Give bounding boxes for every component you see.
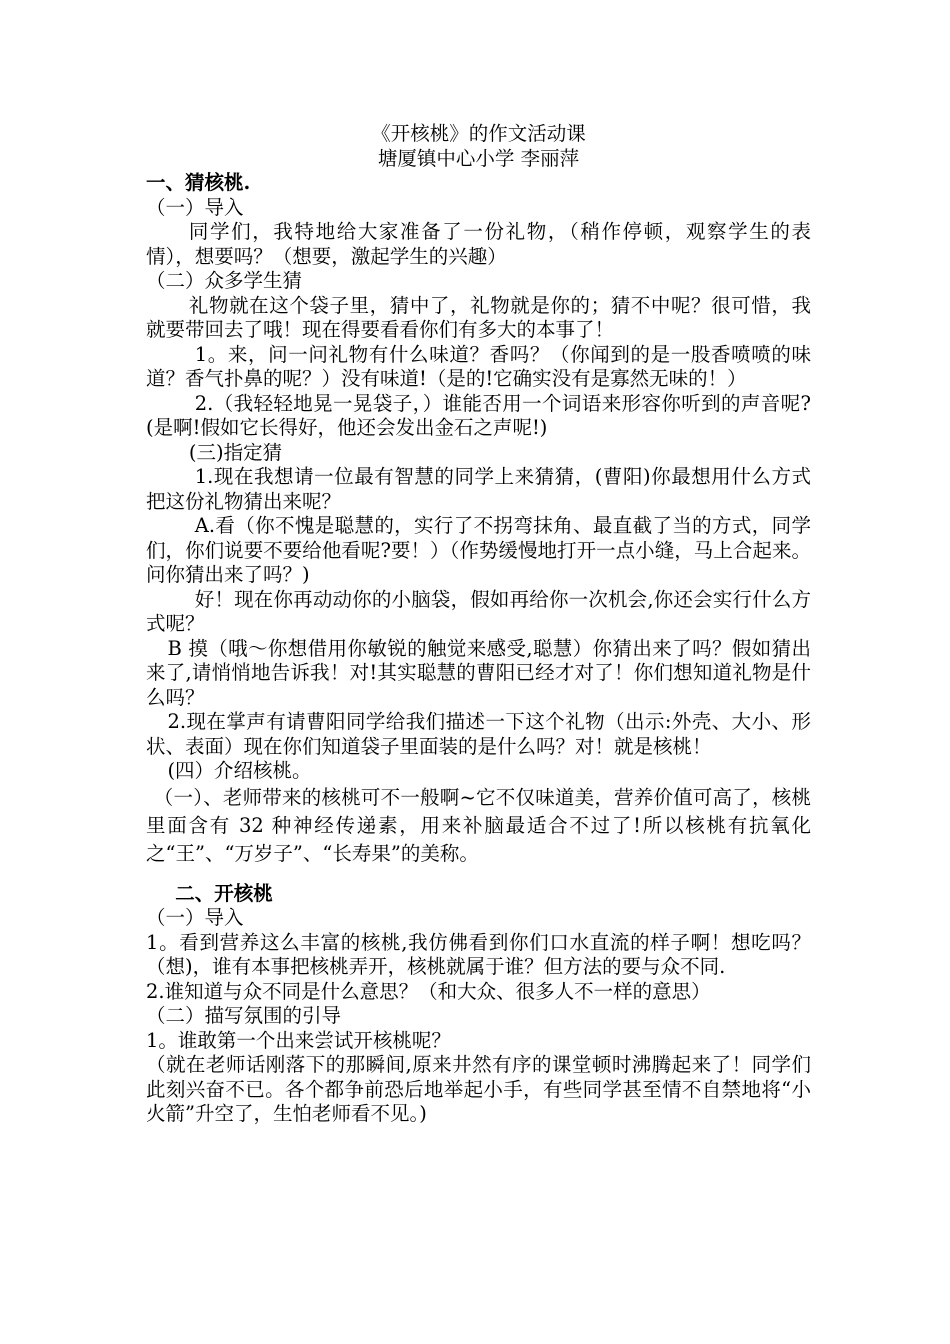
doc-title: 《开核桃》的作文活动课 [371, 122, 586, 145]
s1-sub-2: （二）众多学生猜 [146, 269, 303, 292]
doc-author: 塘厦镇中心小学 李丽萍 [377, 146, 580, 170]
s1-sub-3: (三)指定猜 [188, 440, 283, 464]
s2-paragraph-2: 2.谁知道与众不同是什么意思？（和大众、很多人不一样的意思） [146, 979, 711, 1003]
s1-paragraph-1: 同学们，我特地给大家准备了一份礼物，（稍作停顿，观察学生的表情），想要吗？（想要，激起学生的兴趣） [146, 220, 811, 268]
s2-paragraph-4: （就在老师话刚落下的那瞬间,原来井然有序的课堂顿时沸腾起来了！同学们此刻兴奋不已。各个都争前恐后地举起小手，有些同学甚至情不自禁地将“小火箭”升空了，生怕老师看不见。) [146, 1053, 811, 1125]
s1-paragraph-10: （一）、老师带来的核桃可不一般啊~它不仅味道美，营养价值可高了，核桃里面含有 32 种神经传递素，用来补脑最适合不过了!所以核桃有抗氧化之“王”、“万岁子”、“长寿果”的美称。 [146, 785, 811, 865]
s1-paragraph-4: 2.（我轻轻地晃一晃袋子，）谁能否用一个词语来形容你听到的声音呢?(是啊!假如它长得好，他还会发出金石之声呢!) [146, 391, 811, 439]
s2-paragraph-3: 1。谁敢第一个出来尝试开核桃呢？ [146, 1028, 451, 1052]
s1-sub-4: (四）介绍核桃。 [167, 759, 312, 782]
s1-paragraph-3: 1。来，问一问礼物有什么味道？香吗？（你闻到的是一股香喷喷的味道？香气扑鼻的呢？）没有味道!（是的!它确实没有是寡然无味的！） [146, 342, 811, 390]
s1-sub-1: （一）导入 [146, 195, 244, 219]
document-page [146, 122, 811, 1127]
s1-paragraph-8: B 摸（哦～你想借用你敏锐的触觉来感受,聪慧）你猜出来了吗？假如猜出来了,请悄悄地告诉我！对!其实聪慧的曹阳已经才对了！你们想知道礼物是什么吗？ [146, 636, 811, 709]
s2-sub-1: （一）导入 [146, 906, 244, 929]
s1-paragraph-2: 礼物就在这个袋子里，猜中了，礼物就是你的；猜不中呢？很可惜，我就要带回去了哦！现在得要看看你们有多大的本事了！ [146, 293, 811, 341]
section-2-heading: 二、开核桃 [175, 881, 273, 905]
s1-paragraph-5: 1.现在我想请一位最有智慧的同学上来猜猜，(曹阳)你最想用什么方式把这份礼物猜出来呢？ [146, 465, 811, 513]
s1-paragraph-9: 2.现在掌声有请曹阳同学给我们描述一下这个礼物（出示:外壳、大小、形状、表面）现在你们知道袋子里面装的是什么吗？对！就是核桃！ [146, 710, 811, 758]
s2-sub-2: （二）描写氛围的引导 [146, 1004, 342, 1027]
section-1-heading: 一、猜核桃. [146, 171, 251, 194]
s1-paragraph-6: A.看（你不愧是聪慧的，实行了不拐弯抹角、最直截了当的方式，同学们，你们说要不要给他看呢?要！）（作势缓慢地打开一点小缝，马上合起来。问你猜出来了吗？) [146, 514, 811, 586]
s1-paragraph-7: 好！现在你再动动你的小脑袋，假如再给你一次机会,你还会实行什么方式呢？ [146, 587, 811, 635]
s2-paragraph-1: 1。看到营养这么丰富的核桃,我仿佛看到你们口水直流的样子啊！想吃吗？（想)，谁有本事把核桃弄开，核桃就属于谁？但方法的要与众不同. [146, 930, 811, 978]
